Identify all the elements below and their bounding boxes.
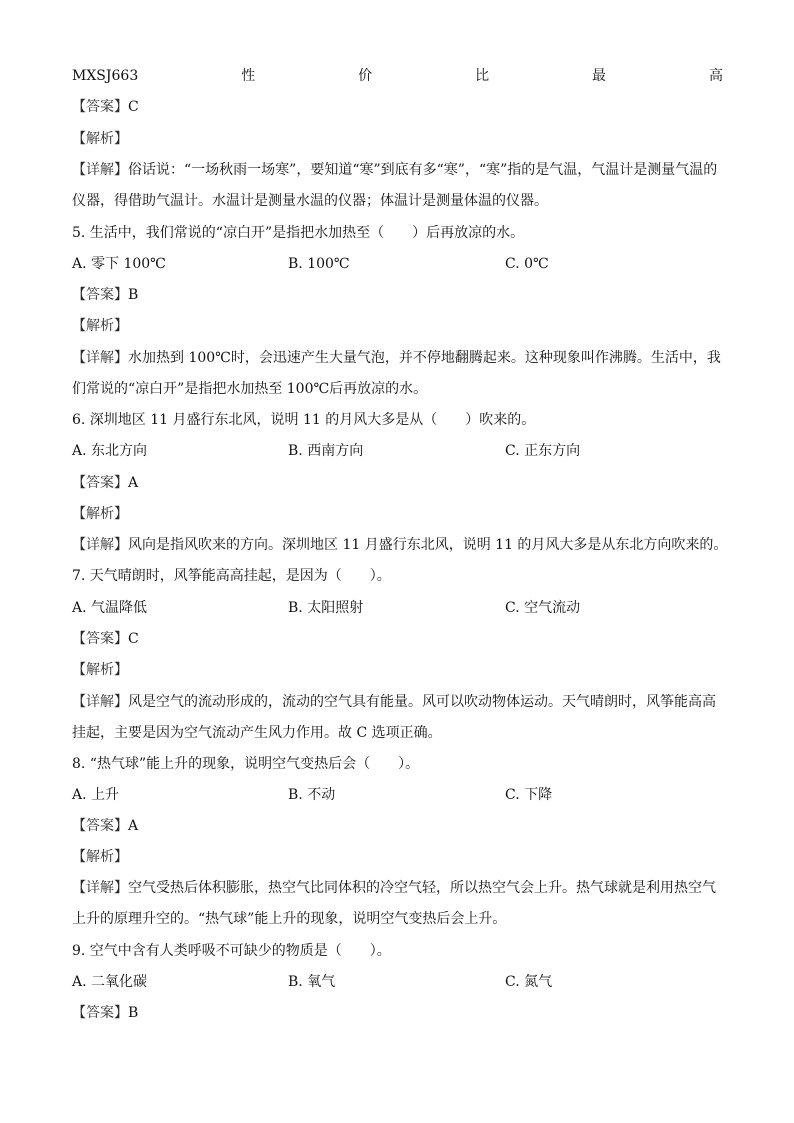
answer-label: 【答案】: [72, 818, 128, 834]
answer-value: A: [128, 818, 139, 834]
q5-question: 5. 生活中，我们常说的“凉白开”是指把水加热至（ ）后再放凉的水。: [72, 225, 525, 241]
detail-text: 上升的原理升空的。“热气球”能上升的现象，说明空气变热后会上升。: [72, 911, 507, 927]
q6-question: 6. 深圳地区 11 月盛行东北风，说明 11 的月风大多是从（ ）吹来的。: [72, 412, 536, 428]
q5-detail-line-2: [72, 380, 723, 398]
detail-label: 【详解】: [72, 880, 128, 896]
detail-text: 挂起，主要是因为空气流动产生风力作用。故 C 选项正确。: [72, 725, 442, 741]
option-a: A. 零下 100℃: [72, 256, 166, 272]
q8-analysis: [72, 848, 723, 866]
answer-value: C: [128, 99, 139, 115]
answer-label: 【答案】: [72, 287, 128, 303]
q4-detail-line-2: [72, 192, 723, 210]
detail-text: 风是空气的流动形成的，流动的空气具有能量。风可以吹动物体运动。天气晴朗时，风筝能高高: [128, 694, 716, 710]
detail-text: 水加热到 100℃时，会迅速产生大量气泡，并不停地翻腾起来。这种现象叫作沸腾。生活中，我: [128, 350, 721, 366]
analysis-label: 【解析】: [72, 318, 128, 334]
answer-value: C: [128, 631, 139, 647]
answer-label: 【答案】: [72, 99, 128, 115]
option-b: B. 100℃: [288, 256, 350, 272]
header-char: 价: [358, 68, 373, 84]
q4-detail-line-1: [72, 161, 723, 179]
analysis-label: 【解析】: [72, 849, 128, 865]
detail-text: 俗话说：“一场秋雨一场寒”，要知道“寒”到底有多“寒”，“寒”指的是气温，气温计是测量气温的: [128, 162, 718, 178]
page-header: [72, 67, 723, 85]
answer-value: A: [128, 475, 139, 491]
q5-analysis: [72, 317, 723, 335]
option-a: A. 上升: [72, 787, 120, 803]
q6-detail-line-1: [72, 536, 728, 554]
detail-text: 风向是指风吹来的方向。深圳地区 11 月盛行东北风，说明 11 的月风大多是从东北方向吹来的。: [128, 537, 728, 553]
q4-analysis: [72, 130, 723, 148]
analysis-label: 【解析】: [72, 506, 128, 522]
q7-answer: [72, 630, 723, 648]
answer-value: B: [128, 287, 139, 303]
detail-label: 【详解】: [72, 537, 128, 553]
option-b: B. 太阳照射: [288, 600, 364, 616]
q5-answer: [72, 286, 723, 304]
option-b: B. 不动: [288, 787, 336, 803]
answer-label: 【答案】: [72, 475, 128, 491]
answer-label: 【答案】: [72, 631, 128, 647]
option-a: A. 东北方向: [72, 443, 148, 459]
q8-detail-line-1: [72, 879, 723, 897]
q7-detail-line-2: [72, 724, 723, 742]
q4-answer: [72, 98, 723, 116]
q9-question: 9. 空气中含有人类呼吸不可缺少的物质是（ ）。: [72, 943, 391, 959]
detail-text: 仪器，得借助气温计。水温计是测量水温的仪器；体温计是测量体温的仪器。: [72, 193, 548, 209]
q8-question: 8. “热气球”能上升的现象，说明空气变热后会（ ）。: [72, 756, 420, 772]
q7-question: 7. 天气晴朗时，风筝能高高挂起，是因为（ ）。: [72, 568, 391, 584]
detail-text: 空气受热后体积膨胀，热空气比同体积的冷空气轻，所以热空气会上升。热气球就是利用热空气: [128, 880, 716, 896]
option-a: A. 气温降低: [72, 600, 148, 616]
detail-label: 【详解】: [72, 162, 128, 178]
detail-label: 【详解】: [72, 350, 128, 366]
option-c: C. 氮气: [505, 974, 553, 990]
header-code: MXSJ663: [72, 68, 139, 84]
option-c: C. 下降: [505, 787, 553, 803]
detail-label: 【详解】: [72, 694, 128, 710]
analysis-label: 【解析】: [72, 131, 128, 147]
option-c: C. 0℃: [505, 256, 549, 272]
q8-answer: [72, 817, 723, 835]
q8-detail-line-2: [72, 910, 723, 928]
q6-analysis: [72, 505, 723, 523]
option-c: C. 正东方向: [505, 443, 581, 459]
answer-value: B: [128, 1005, 139, 1021]
header-char: 比: [475, 68, 490, 84]
option-a: A. 二氧化碳: [72, 974, 148, 990]
answer-label: 【答案】: [72, 1005, 128, 1021]
option-b: B. 西南方向: [288, 443, 364, 459]
header-char: 性: [241, 68, 256, 84]
option-b: B. 氧气: [288, 974, 336, 990]
detail-text: 们常说的“凉白开”是指把水加热至 100℃后再放凉的水。: [72, 381, 428, 397]
header-char: 最: [592, 68, 607, 84]
option-c: C. 空气流动: [505, 600, 581, 616]
header-char: 高: [709, 68, 723, 84]
q9-answer: [72, 1004, 723, 1022]
analysis-label: 【解析】: [72, 662, 128, 678]
q7-detail-line-1: [72, 693, 723, 711]
q6-answer: [72, 474, 723, 492]
q5-detail-line-1: [72, 349, 723, 367]
q7-analysis: [72, 661, 723, 679]
